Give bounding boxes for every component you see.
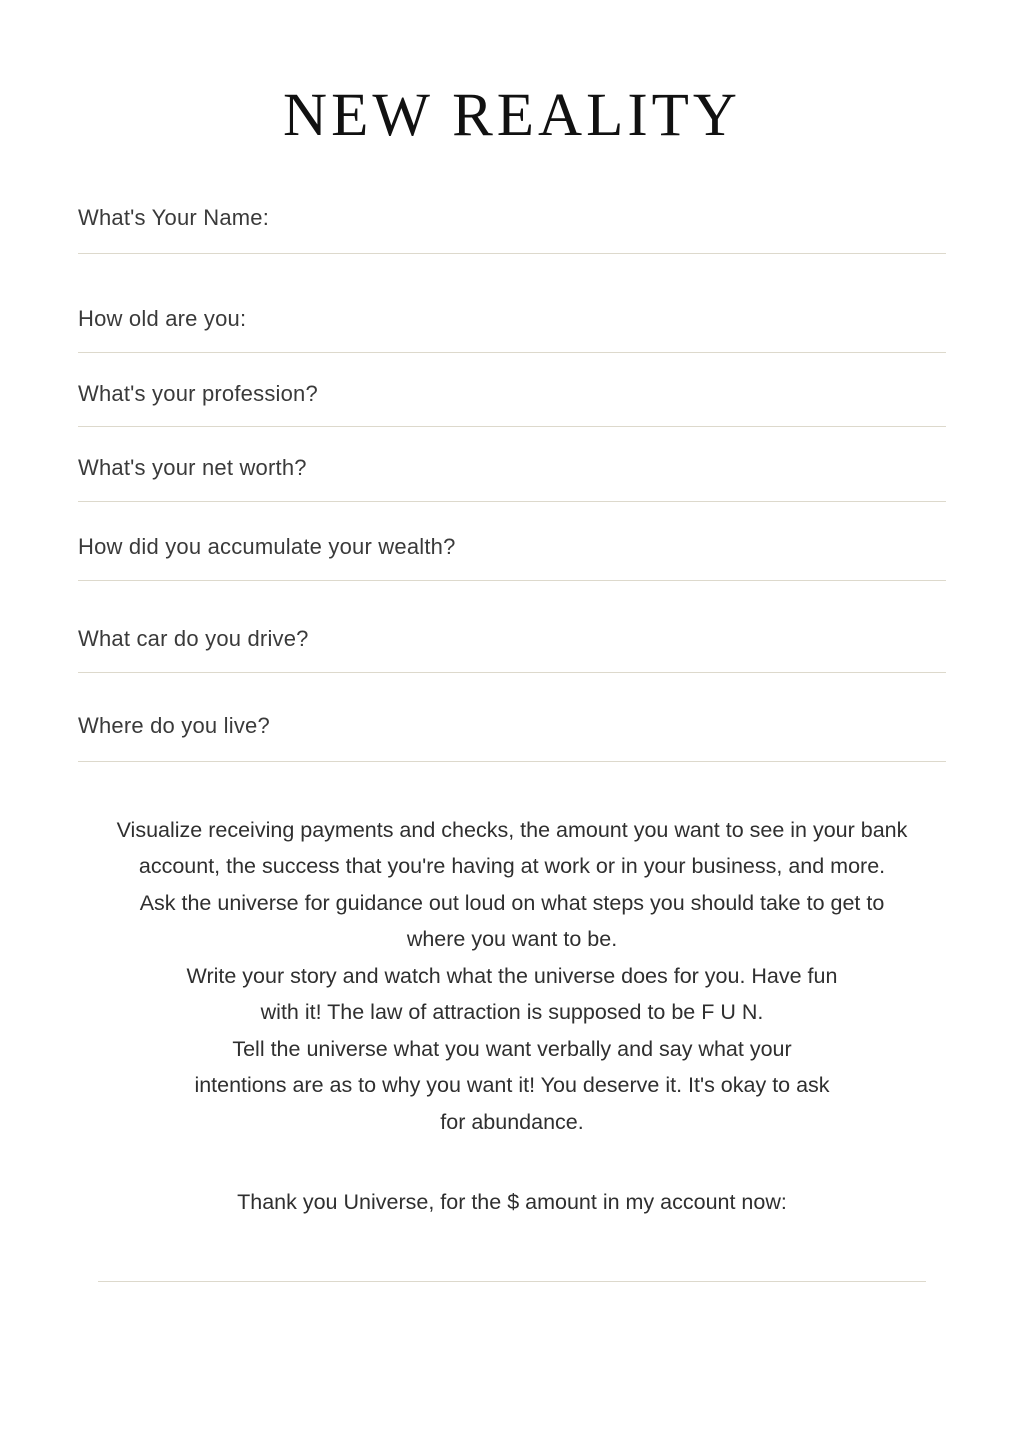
field-write-line-car[interactable] <box>78 672 946 673</box>
field-label-age: How old are you: <box>78 306 247 332</box>
field-label-net-worth: What's your net worth? <box>78 455 307 481</box>
field-label-car: What car do you drive? <box>78 626 309 652</box>
instructions-line-6: with it! The law of attraction is supposed to be F U N. <box>260 1000 764 1025</box>
field-wealth-source <box>78 534 946 581</box>
instructions-line-4: where you want to be. <box>406 927 618 952</box>
instructions-line-2: account, the success that you're having at work or in your business, and more. <box>138 854 886 879</box>
fields-section <box>0 205 1024 762</box>
field-label-name: What's Your Name: <box>78 205 270 231</box>
instructions-line-3: Ask the universe for guidance out loud on what steps you should take to get to <box>139 890 885 915</box>
closing-label: Thank you Universe, for the $ amount in my account now: <box>237 1190 787 1215</box>
instructions-text <box>0 812 1024 1141</box>
field-residence <box>78 713 946 761</box>
field-write-line-residence[interactable] <box>78 761 946 762</box>
closing-write-line[interactable] <box>98 1281 926 1282</box>
field-label-wealth-source: How did you accumulate your wealth? <box>78 533 456 559</box>
field-label-residence: Where do you live? <box>78 713 270 739</box>
field-write-line-age[interactable] <box>78 352 946 353</box>
field-net-worth <box>78 455 946 501</box>
instructions-line-9: for abundance. <box>440 1109 584 1134</box>
field-car <box>78 626 946 673</box>
field-write-line-profession[interactable] <box>78 426 946 427</box>
page-title: NEW REALITY <box>283 82 741 149</box>
field-label-profession: What's your profession? <box>78 380 318 406</box>
field-write-line-net-worth[interactable] <box>78 501 946 502</box>
field-name <box>78 205 946 254</box>
instructions-line-5: Write your story and watch what the universe does for you. Have fun <box>186 963 838 988</box>
instructions-line-8: intentions are as to why you want it! You deserve it. It's okay to ask <box>194 1073 830 1098</box>
field-write-line-wealth-source[interactable] <box>78 580 946 581</box>
field-write-line-name[interactable] <box>78 253 946 254</box>
instructions-line-7: Tell the universe what you want verbally and say what your <box>232 1036 792 1061</box>
instructions-line-1: Visualize receiving payments and checks, the amount you want to see in your bank <box>116 817 908 842</box>
field-profession <box>78 381 946 427</box>
field-age <box>78 306 946 352</box>
